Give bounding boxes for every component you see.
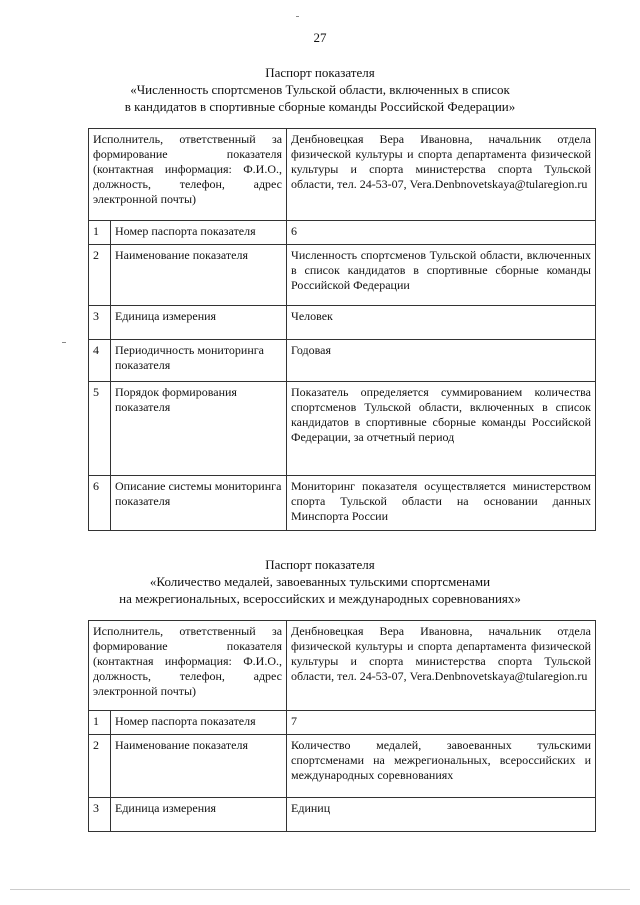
table-row — [89, 735, 596, 798]
scan-mark — [296, 16, 299, 17]
passport-2-title-line1: Паспорт показателя — [265, 557, 375, 572]
table-row — [89, 221, 596, 245]
row-label: Периодичность мониторинга показателя — [111, 340, 287, 382]
passport-2-title-line3: на межрегиональных, всероссийских и международных соревнованиях» — [119, 591, 521, 606]
row-label: Единица измерения — [111, 798, 287, 832]
table-row — [89, 711, 596, 735]
row-label: Описание системы мониторинга показателя — [111, 476, 287, 531]
passport-1-title-line2: «Численность спортсменов Тульской области, включенных в список — [130, 82, 510, 97]
table-row — [89, 621, 596, 711]
passport-2-title-line2: «Количество медалей, завоеванных тульскими спортсменами — [149, 574, 491, 589]
row-value: 6 — [287, 221, 596, 245]
passport-2-table — [88, 620, 596, 832]
scan-mark — [62, 342, 66, 343]
executor-value: Денбновецкая Вера Ивановна, начальник отдела физической культуры и спорта департамента физической культуры и спорта министерства спорта Тульской области, тел. 24-53-07, Vera.Denbnovetskaya@tularegion.ru — [287, 621, 596, 711]
row-number: 1 — [89, 221, 111, 245]
row-value: Человек — [287, 306, 596, 340]
row-value: Показатель определяется суммированием количества спортсменов Тульской области, включенных в список кандидатов в спортивные сборные команды Российской Федерации, за отчетный период — [287, 382, 596, 476]
row-number: 4 — [89, 340, 111, 382]
row-label: Номер паспорта показателя — [111, 221, 287, 245]
table-row — [89, 306, 596, 340]
row-number: 1 — [89, 711, 111, 735]
page-number: 27 — [313, 30, 327, 45]
row-value: 7 — [287, 711, 596, 735]
row-value: Мониторинг показателя осуществляется министерством спорта Тульской области на основании данных Минспорта России — [287, 476, 596, 531]
scan-edge — [10, 889, 630, 890]
executor-label: Исполнитель, ответственный за формирование показателя (контактная информация: Ф.И.О., должность, телефон, адрес электронной почты) — [89, 621, 287, 711]
row-number: 3 — [89, 306, 111, 340]
table-row — [89, 382, 596, 476]
row-label: Наименование показателя — [111, 735, 287, 798]
table-row — [89, 476, 596, 531]
passport-1-title — [0, 64, 640, 115]
passport-1-title-line1: Паспорт показателя — [265, 65, 375, 80]
row-number: 2 — [89, 245, 111, 306]
row-number: 3 — [89, 798, 111, 832]
row-value: Численность спортсменов Тульской области, включенных в список кандидатов в спортивные сборные команды Российской Федерации — [287, 245, 596, 306]
row-value: Единиц — [287, 798, 596, 832]
row-label: Порядок формирования показателя — [111, 382, 287, 476]
row-label: Единица измерения — [111, 306, 287, 340]
passport-1-title-line3: в кандидатов в спортивные сборные команды Российской Федерации» — [124, 99, 516, 114]
executor-value: Денбновецкая Вера Ивановна, начальник отдела физической культуры и спорта департамента физической культуры и спорта министерства спорта Тульской области, тел. 24-53-07, Vera.Denbnovetskaya@tularegion.ru — [287, 129, 596, 221]
row-number: 2 — [89, 735, 111, 798]
row-number: 5 — [89, 382, 111, 476]
row-value: Годовая — [287, 340, 596, 382]
table-row — [89, 798, 596, 832]
row-label: Номер паспорта показателя — [111, 711, 287, 735]
row-number: 6 — [89, 476, 111, 531]
executor-label: Исполнитель, ответственный за формирование показателя (контактная информация: Ф.И.О., должность, телефон, адрес электронной почты) — [89, 129, 287, 221]
table-row — [89, 129, 596, 221]
row-label: Наименование показателя — [111, 245, 287, 306]
passport-2-title — [0, 556, 640, 607]
passport-1-table — [88, 128, 596, 531]
row-value: Количество медалей, завоеванных тульскими спортсменами на межрегиональных, всероссийских и международных соревнованиях — [287, 735, 596, 798]
table-row — [89, 245, 596, 306]
table-row — [89, 340, 596, 382]
